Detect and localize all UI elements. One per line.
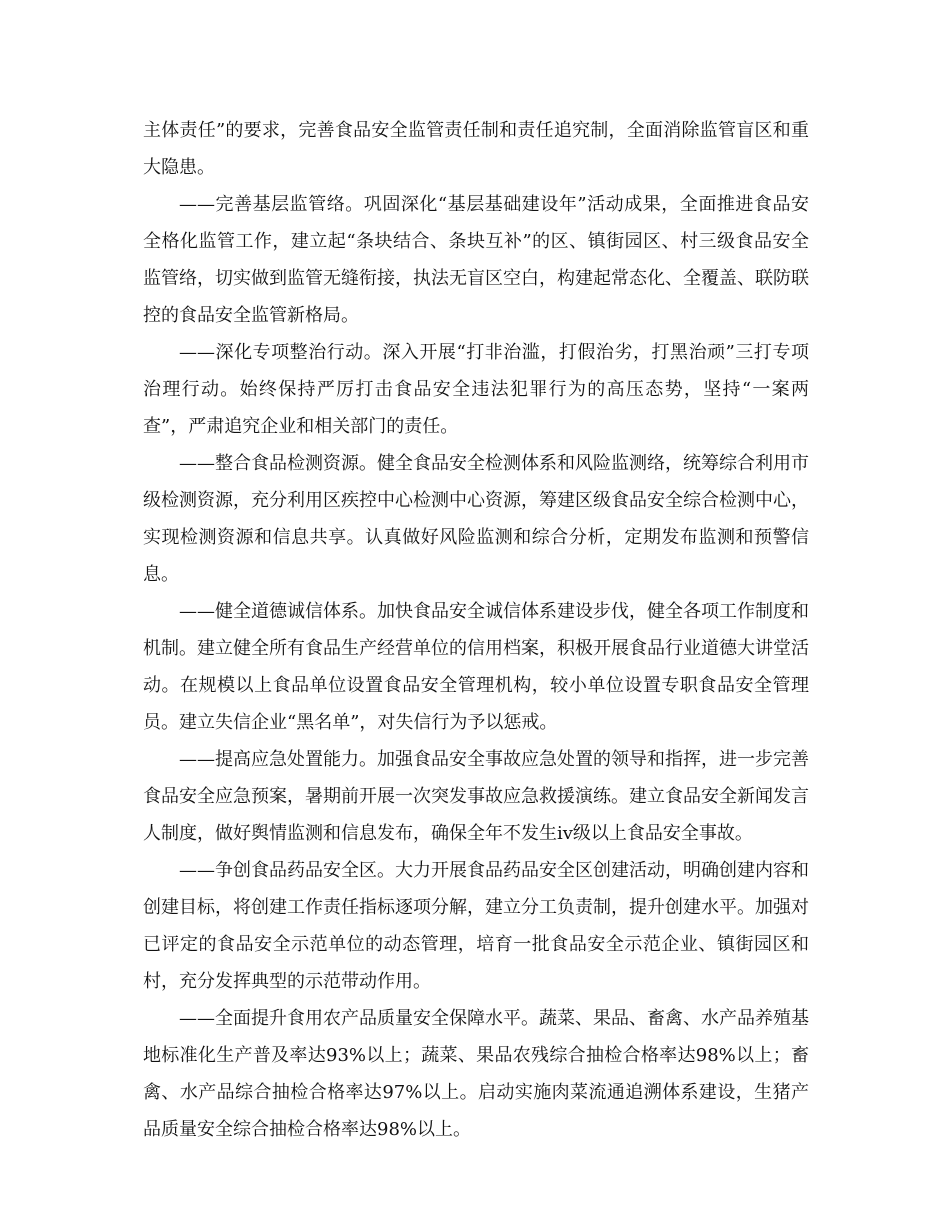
paragraph-continuation: 主体责任”的要求，完善食品安全监管责任制和责任追究制，全面消除监管盲区和重大隐患。 <box>143 120 809 178</box>
paragraph-testing-resources: ——整合食品检测资源。健全食品安全检测体系和风险监测络，统筹综合利用市级检测资源，充分利用区疾控中心检测中心资源，筹建区级食品安全综合检测中心，实现检测资源和信息共享。认真做好风险监测和综合分析，定期发布监测和预警信息。 <box>143 453 809 585</box>
document-body <box>143 112 809 1148</box>
paragraph-safety-district: ——争创食品药品安全区。大力开展食品药品安全区创建活动，明确创建内容和创建目标，将创建工作责任指标逐项分解，建立分工负责制，提升创建水平。加强对已评定的食品安全示范单位的动态管理，培育一批食品安全示范企业、镇街园区和村，充分发挥典型的示范带动作用。 <box>143 860 809 992</box>
paragraph-emergency-response: ——提高应急处置能力。加强食品安全事故应急处置的领导和指挥，进一步完善食品安全应急预案，暑期前开展一次突发事故应急救援演练。建立食品安全新闻发言人制度，做好舆情监测和信息发布，确保全年不发生ⅳ级以上食品安全事故。 <box>143 749 809 844</box>
paragraph-integrity-system: ——健全道德诚信体系。加快食品安全诚信体系建设步伐，健全各项工作制度和机制。建立健全所有食品生产经营单位的信用档案，积极开展食品行业道德大讲堂活动。在规模以上食品单位设置食品安全管理机构，较小单位设置专职食品安全管理员。建立失信企业“黑名单”，对失信行为予以惩戒。 <box>143 601 809 733</box>
paragraph-agricultural-quality: ——全面提升食用农产品质量安全保障水平。蔬菜、果品、畜禽、水产品养殖基地标准化生产普及率达93%以上；蔬菜、果品农残综合抽检合格率达98%以上；畜禽、水产品综合抽检合格率达97%以上。启动实施肉菜流通追溯体系建设，生猪产品质量安全综合抽检合格率达98%以上。 <box>143 1008 809 1140</box>
paragraph-grassroots-supervision: ——完善基层监管络。巩固深化“基层基础建设年”活动成果，全面推进食品安全格化监管工作，建立起“条块结合、条块互补”的区、镇街园区、村三级食品安全监管络，切实做到监管无缝衔接，执法无盲区空白，构建起常态化、全覆盖、联防联控的食品安全监管新格局。 <box>143 194 809 326</box>
paragraph-special-rectification: ——深化专项整治行动。深入开展“打非治滥，打假治劣，打黑治顽”三打专项治理行动。始终保持严厉打击食品安全违法犯罪行为的高压态势，坚持“一案两查”，严肃追究企业和相关部门的责任。 <box>143 342 809 437</box>
